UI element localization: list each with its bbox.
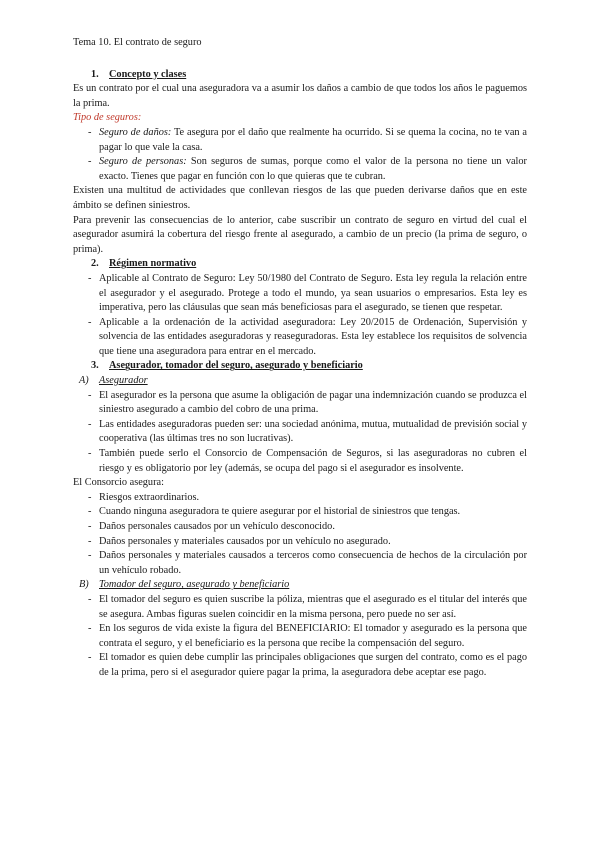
list-item: - Riesgos extraordinarios. [73, 491, 527, 506]
subsection-b-title: Tomador del seguro, asegurado y beneficiario [99, 579, 290, 591]
list-item: - Aplicable a la ordenación de la actividad aseguradora: Ley 20/2015 de Ordenación, Supervisión y solvencia de las entidades aseguradoras y reaseguradoras. Esta ley establece los requisitos de solvencia que tiene una aseguradora para entrar en el mercado. [73, 316, 527, 360]
section-2-heading [73, 257, 527, 272]
subsection-a-number: A) [79, 375, 89, 387]
list-item: - Cuando ninguna aseguradora te quiere asegurar por el historial de siniestros que tengas. [73, 505, 527, 520]
subsection-a-heading [73, 374, 527, 389]
type-text: Son seguros de sumas, porque como el valor de la persona no tiene un valor exacto. Tienes que pagar en función con lo que quieras que te cubran. [99, 156, 527, 182]
type-name: Seguro de personas: [99, 156, 187, 168]
list-item: - Aplicable al Contrato de Seguro: Ley 50/1980 del Contrato de Seguro. Esta ley regula la relación entre el asegurador y el asegurado. Protege a todo el mundo, ya sean usuarios o empresarios. Esta ley es imperativa, pero las cláusulas que sean más beneficiosas para el asegurado, se tienen que respetar. [73, 272, 527, 316]
section-1-heading [73, 68, 527, 83]
type-text: Te asegura por el daño que realmente ha ocurrido. Si se quema la cocina, no te van a pagar lo que vale la casa. [99, 126, 527, 153]
insurance-types-list [73, 126, 527, 184]
subsection-a-title: Asegurador [99, 375, 148, 387]
section-1-title: Concepto y clases [109, 68, 187, 80]
document-title: Tema 10. El contrato de seguro [73, 37, 202, 48]
list-item: - Daños personales y materiales causados a terceros como consecuencia de hechos de la circulación por un vehículo robado. [73, 549, 527, 578]
list-item: - Daños personales causados por un vehículo desconocido. [73, 520, 527, 535]
list-item: - En los seguros de vida existe la figura del BENEFICIARIO: El tomador y asegurado es la persona que contrata el seguro, y el beneficiario es la persona que recibe la compensación del seguro. [73, 622, 527, 651]
subsection-b-number: B) [79, 579, 89, 591]
list-item: - El tomador del seguro es quien suscribe la póliza, mientras que el asegurado es el titular del interés que se asegura. Ambas figuras suelen coincidir en la misma persona, pero puede no ser así. [73, 593, 527, 622]
document-page [73, 36, 527, 681]
section-2-number: 2. [91, 258, 99, 270]
type-name: Seguro de daños: [99, 126, 172, 138]
section-3-title: Asegurador, tomador del seguro, asegurado y beneficiario [109, 360, 363, 372]
list-item: - Daños personales y materiales causados por un vehículo no asegurado. [73, 535, 527, 550]
section-1-intro: Es un contrato por el cual una aseguradora va a asumir los daños a cambio de que todos los años le paguemos la prima. [73, 83, 527, 109]
list-item: - El tomador es quien debe cumplir las principales obligaciones que surgen del contrato, como es el pago de la prima, pero si el asegurador quiere pagar la prima, la aseguradora debe aceptar ese pago. [73, 651, 527, 680]
section-2-title: Régimen normativo [109, 258, 197, 270]
list-item: - También puede serlo el Consorcio de Compensación de Seguros, si las aseguradoras no cubren el riesgo y es obligatorio por ley (además, se ocupa del pago si el asegurador es insolvente. [73, 447, 527, 476]
policyholder-list [73, 593, 527, 681]
section-1-paragraph-2: Existen una multitud de actividades que conllevan riesgos de las que pueden derivarse daños que en este ámbito se definen siniestros. [73, 185, 527, 211]
consorcio-list [73, 491, 527, 579]
subsection-b-heading [73, 578, 527, 593]
consorcio-intro: El Consorcio asegura: [73, 477, 164, 489]
list-item [73, 126, 527, 155]
insurer-list [73, 389, 527, 477]
list-item: - Las entidades aseguradoras pueden ser: una sociedad anónima, mutua, mutualidad de previsión social y cooperativa (las últimas tres no son lucrativas). [73, 418, 527, 447]
regulation-list [73, 272, 527, 360]
list-item: - El asegurador es la persona que asume la obligación de pagar una indemnización cuando se produzca el siniestro asegurado a cambio del cobro de una prima. [73, 389, 527, 418]
section-3-heading [73, 359, 527, 374]
insurance-types-label: Tipo de seguros: [73, 112, 142, 124]
list-item [73, 155, 527, 184]
section-1-paragraph-3: Para prevenir las consecuencias de lo anterior, cabe suscribir un contrato de seguro en virtud del cual el asegurador asumirá la cobertura del riesgo frente al asegurado, a cambio de un precio (la prima de seguro, o prima). [73, 214, 527, 255]
section-3-number: 3. [91, 360, 99, 372]
section-1-number: 1. [91, 68, 99, 80]
